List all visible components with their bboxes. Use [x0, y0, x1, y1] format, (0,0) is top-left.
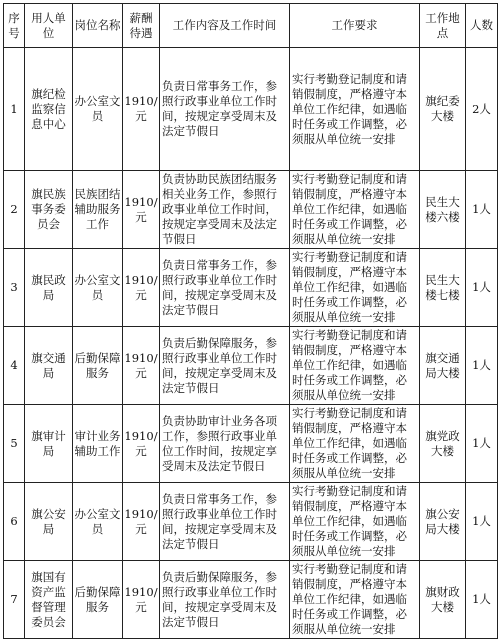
cell-unit: 旗交通局	[25, 327, 73, 405]
cell-seq: 3	[4, 249, 25, 327]
cell-count: 1人	[466, 171, 498, 249]
cell-unit: 旗审计局	[25, 405, 73, 483]
cell-seq: 7	[4, 561, 25, 639]
cell-content: 负责协助民族团结服务相关业务工作，参照行政事业单位工作时间，按规定享受周末及法定节假日	[160, 171, 290, 249]
header-requirement: 工作要求	[290, 4, 420, 48]
header-post: 岗位名称	[73, 4, 123, 48]
cell-content: 负责日常事务工作，参照行政事业单位工作时间，按规定享受周末及法定节假日	[160, 483, 290, 561]
table-row	[4, 405, 498, 483]
cell-location: 旗财政大楼	[420, 561, 466, 639]
cell-post: 后勤保障服务	[73, 327, 123, 405]
job-table	[3, 3, 498, 639]
cell-location: 旗公安局大楼	[420, 483, 466, 561]
cell-requirement: 实行考勤登记制度和请销假制度，严格遵守本单位工作纪律，如遇临时任务或工作调整，必须服从单位统一安排	[290, 327, 420, 405]
cell-unit: 旗公安局	[25, 483, 73, 561]
cell-count: 1人	[466, 327, 498, 405]
cell-salary: 1910/元	[123, 48, 160, 171]
cell-requirement: 实行考勤登记制度和请销假制度，严格遵守本单位工作纪律，如遇临时任务或工作调整，必须服从单位统一安排	[290, 171, 420, 249]
cell-count: 1人	[466, 483, 498, 561]
cell-post: 民族团结辅助服务工作	[73, 171, 123, 249]
table-row	[4, 249, 498, 327]
cell-salary: 1910/元	[123, 483, 160, 561]
cell-seq: 5	[4, 405, 25, 483]
cell-unit: 旗国有资产监督管理委员会	[25, 561, 73, 639]
cell-requirement: 实行考勤登记制度和请销假制度，严格遵守本单位工作纪律，如遇临时任务或工作调整，必须服从单位统一安排	[290, 249, 420, 327]
header-seq: 序号	[4, 4, 25, 48]
cell-salary: 1910/元	[123, 249, 160, 327]
table-row	[4, 327, 498, 405]
cell-requirement: 实行考勤登记制度和请销假制度，严格遵守本单位工作纪律，如遇临时任务或工作调整，必须服从单位统一安排	[290, 561, 420, 639]
cell-unit: 旗民政局	[25, 249, 73, 327]
cell-post: 后勤保障服务	[73, 561, 123, 639]
header-unit: 用人单位	[25, 4, 73, 48]
cell-seq: 6	[4, 483, 25, 561]
cell-post: 办公室文员	[73, 483, 123, 561]
cell-salary: 1910/元	[123, 327, 160, 405]
cell-count: 1人	[466, 405, 498, 483]
cell-unit: 旗纪检监察信息中心	[25, 48, 73, 171]
cell-content: 负责协助审计业务各项工作，参照行政事业单位工作时间，按规定享受周末及法定节假日	[160, 405, 290, 483]
cell-location: 旗党政大楼	[420, 405, 466, 483]
cell-requirement: 实行考勤登记制度和请销假制度，严格遵守本单位工作纪律，如遇临时任务或工作调整，必须服从单位统一安排	[290, 48, 420, 171]
cell-requirement: 实行考勤登记制度和请销假制度，严格遵守本单位工作纪律，如遇临时任务或工作调整，必须服从单位统一安排	[290, 405, 420, 483]
cell-salary: 1910/元	[123, 171, 160, 249]
cell-content: 负责日常事务工作，参照行政事业单位工作时间，按规定享受周末及法定节假日	[160, 48, 290, 171]
cell-count: 1人	[466, 249, 498, 327]
cell-count: 2人	[466, 48, 498, 171]
header-salary: 薪酬待遇	[123, 4, 160, 48]
cell-location: 民生大楼六楼	[420, 171, 466, 249]
table-row	[4, 48, 498, 171]
cell-content: 负责日常事务工作，参照行政事业单位工作时间，按规定享受周末及法定节假日	[160, 249, 290, 327]
cell-post: 办公室文员	[73, 249, 123, 327]
cell-location: 旗交通局大楼	[420, 327, 466, 405]
cell-seq: 4	[4, 327, 25, 405]
table-row	[4, 171, 498, 249]
header-location: 工作地点	[420, 4, 466, 48]
cell-post: 办公室文员	[73, 48, 123, 171]
table-row	[4, 483, 498, 561]
cell-requirement: 实行考勤登记制度和请销假制度，严格遵守本单位工作纪律，如遇临时任务或工作调整，必须服从单位统一安排	[290, 483, 420, 561]
cell-post: 审计业务辅助工作	[73, 405, 123, 483]
cell-salary: 1910/元	[123, 405, 160, 483]
cell-location: 民生大楼七楼	[420, 249, 466, 327]
header-count: 人数	[466, 4, 498, 48]
table-header-row	[4, 4, 498, 48]
cell-unit: 旗民族事务委员会	[25, 171, 73, 249]
cell-content: 负责后勤保障服务，参照行政事业单位工作时间，按规定享受周末及法定节假日	[160, 327, 290, 405]
table-row	[4, 561, 498, 639]
cell-location: 旗纪委大楼	[420, 48, 466, 171]
cell-content: 负责后勤保障服务，参照行政事业单位工作时间，按规定享受周末及法定节假日	[160, 561, 290, 639]
cell-salary: 1910/元	[123, 561, 160, 639]
header-content: 工作内容及工作时间	[160, 4, 290, 48]
cell-seq: 1	[4, 48, 25, 171]
cell-seq: 2	[4, 171, 25, 249]
cell-count: 1人	[466, 561, 498, 639]
